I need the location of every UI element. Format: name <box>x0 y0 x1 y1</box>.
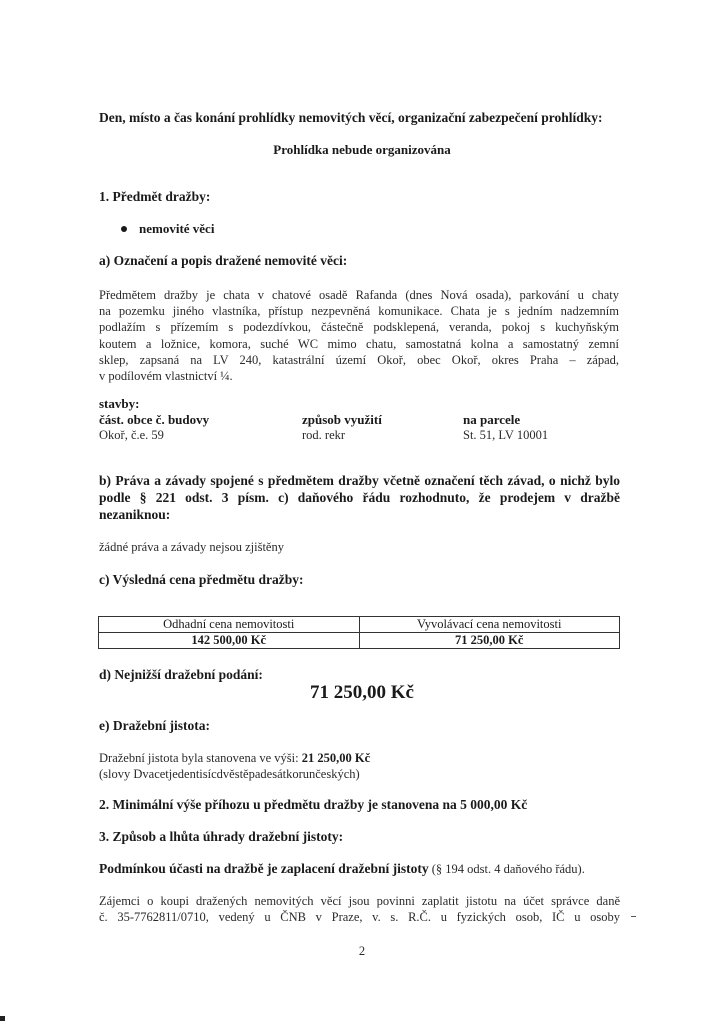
buildings-header-use: způsob využití <box>302 412 382 427</box>
price-value-appraised: 142 500,00 Kč <box>99 633 360 649</box>
scan-mark <box>0 1016 5 1021</box>
section-e-title: e) Dražební jistota: <box>99 718 210 733</box>
table-row <box>99 633 620 649</box>
buildings-title: stavby: <box>99 396 140 411</box>
condition-rest: (§ 194 odst. 4 daňového řádu). <box>428 862 585 876</box>
deposit-text: Dražební jistota byla stanovena ve výši: <box>99 751 302 765</box>
section-c-title: c) Výsledná cena předmětu dražby: <box>99 572 304 587</box>
section-2-text: 2. Minimální výše příhozu u předmětu dražby je stanovena na 5 000,00 Kč <box>99 797 528 812</box>
deposit-amount: 21 250,00 Kč <box>301 751 371 765</box>
bullet-icon <box>121 226 127 232</box>
page-number: 2 <box>358 944 366 958</box>
buildings-cell-use: rod. rekr <box>302 428 346 442</box>
buildings-cell-part: Okoř, č.e. 59 <box>99 428 164 442</box>
buildings-header-parcel: na parcele <box>463 412 521 427</box>
section-b-note: žádné práva a závady nejsou zjištěny <box>99 540 284 554</box>
section-a-title: a) Označení a popis dražené nemovité věci: <box>99 253 348 268</box>
section-1-title: 1. Předmět dražby: <box>99 189 211 204</box>
viewing-title: Den, místo a čas konání prohlídky nemovitých věcí, organizační zabezpečení prohlídky: <box>99 110 603 125</box>
section-b-line: b) Práva a závady spojené s předmětem dražby včetně označení těch závad, o nichž bylo <box>99 473 620 488</box>
section-b-line: podle § 221 odst. 3 písm. c) daňového řádu rozhodnuto, že prodejem v dražbě <box>99 490 620 505</box>
lowest-bid-amount: 71 250,00 Kč <box>310 682 414 703</box>
price-value-starting: 71 250,00 Kč <box>359 633 620 649</box>
description-line: podlažím s přízemím s podezdívkou, částečně podsklepená, veranda, pokoj s kuchyňským <box>99 320 619 335</box>
section-3-title: 3. Způsob a lhůta úhrady dražební jistoty: <box>99 829 344 844</box>
deposit-line <box>99 751 370 766</box>
price-header-starting: Vyvolávací cena nemovitosti <box>359 617 620 633</box>
viewing-note: Prohlídka nebude organizována <box>273 142 451 157</box>
section-b-line: nezaniknou: <box>99 507 171 522</box>
hyphen-mark <box>631 916 636 917</box>
bullet-text: nemovité věci <box>139 221 215 236</box>
buildings-cell-parcel: St. 51, LV 10001 <box>463 428 549 442</box>
description-line: koutem a ložnice, komora, suché WC mimo chatu, samostatná kolna a samostatný zemní <box>99 336 619 351</box>
deposit-words: (slovy Dvacetjedentisícdvěstěpadesátkorunčeských) <box>99 767 360 781</box>
price-table <box>98 616 620 649</box>
buildings-header-part: část. obce č. budovy <box>99 412 210 427</box>
participation-condition <box>99 861 585 877</box>
bullet-item <box>121 221 214 237</box>
description-line: Předmětem dražby je chata v chatové osadě Rafanda (dnes Nová osada), parkování u chaty <box>99 288 619 302</box>
price-header-appraised: Odhadní cena nemovitosti <box>99 617 360 633</box>
section-3-paragraph <box>99 893 620 925</box>
table-row <box>99 617 620 633</box>
section-3-line: Zájemci o koupi dražených nemovitých věcí jsou povinni zaplatit jistotu na účet správce daně <box>99 894 620 908</box>
description-line: sklep, zapsaná na LV 240, katastrální území Okoř, obec Okoř, okres Praha – západ, <box>99 352 619 367</box>
section-a-description <box>99 287 619 384</box>
section-b-title <box>99 472 620 523</box>
section-d-title: d) Nejnižší dražební podání: <box>99 667 263 682</box>
section-3-line: č. 35-7762811/0710, vedený u ČNB v Praze, v. s. R.Č. u fyzických osob, IČ u osoby <box>99 910 620 925</box>
description-line: na pozemku jiného vlastníka, přístup nezpevněná komunikace. Chata je s jedním nadzemním <box>99 304 619 319</box>
description-line: v podílovém vlastnictví ¼. <box>99 369 233 384</box>
condition-bold: Podmínkou účasti na dražbě je zaplacení dražební jistoty <box>99 861 429 876</box>
